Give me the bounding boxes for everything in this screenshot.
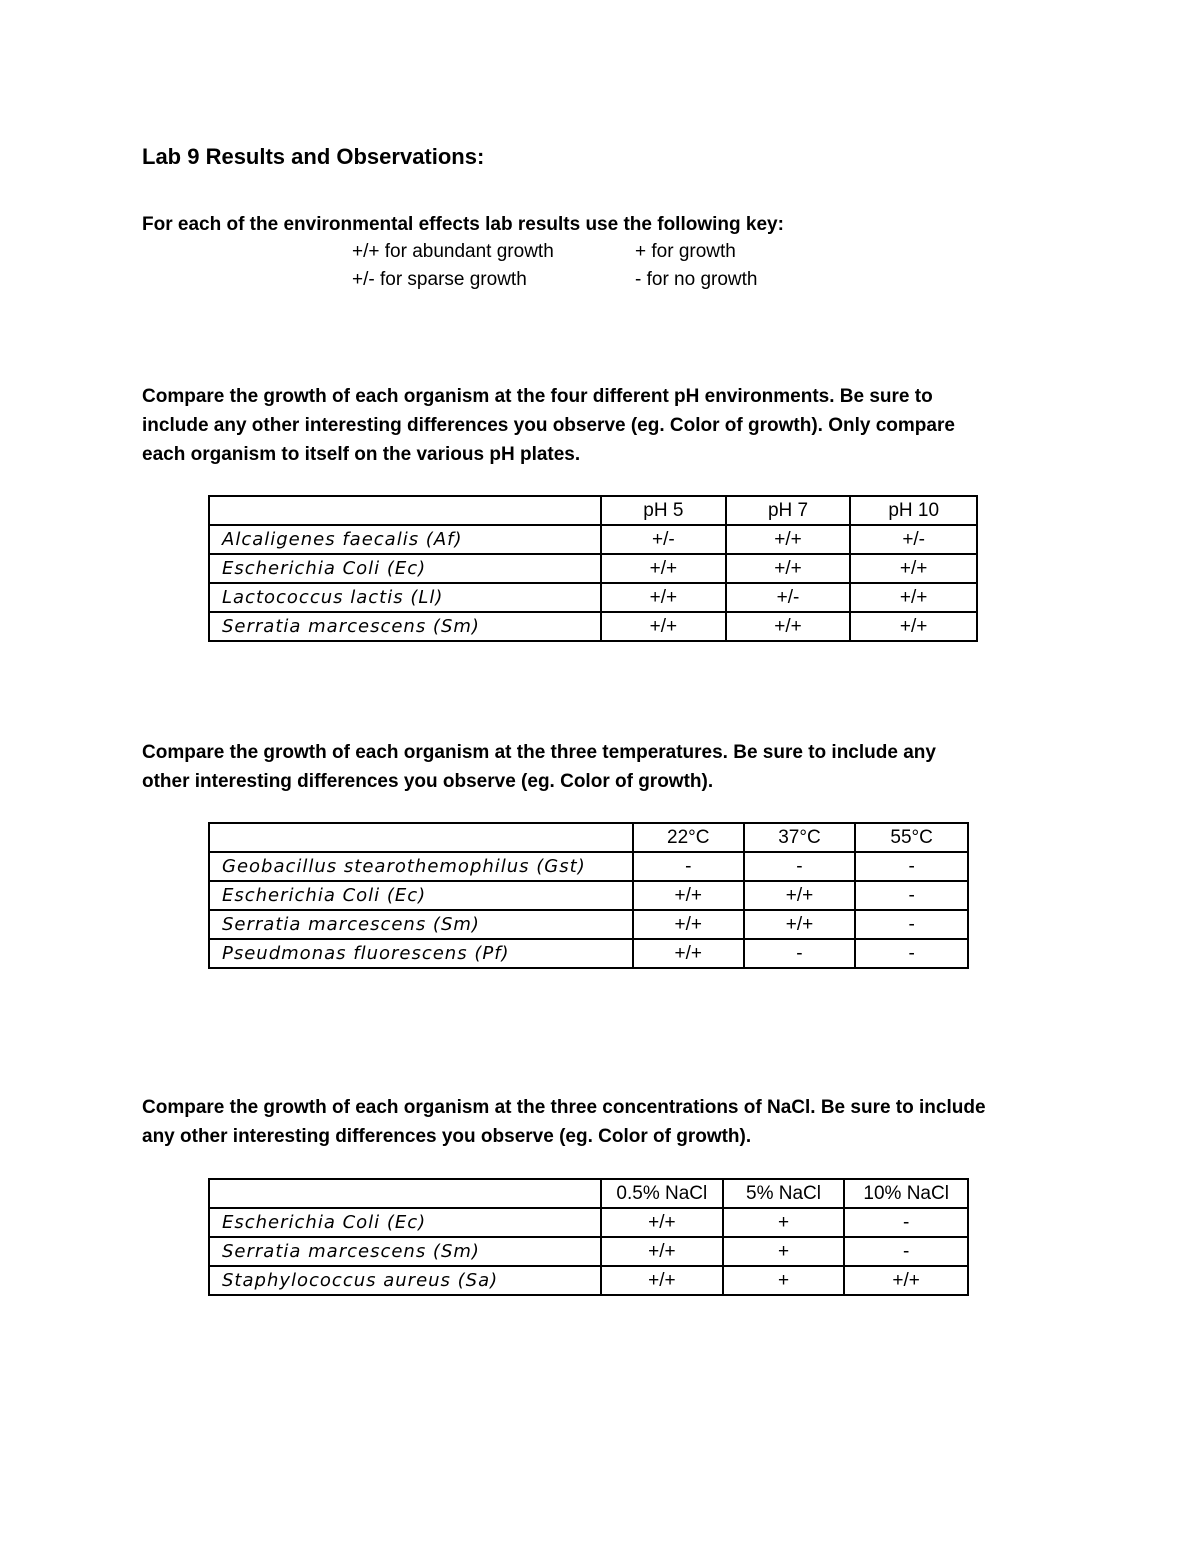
temp-instructions-line-1: Compare the growth of each organism at the three temperatures. Be sure to include any xyxy=(142,742,936,763)
temp-header-row xyxy=(209,823,968,852)
temperature-table xyxy=(208,822,969,969)
table-row xyxy=(209,939,968,968)
table-row xyxy=(209,554,977,583)
temp-header-37c: 37°C xyxy=(744,823,856,852)
organism-name: Alcaligenes faecalis (Af) xyxy=(209,525,601,554)
table-row xyxy=(209,1208,968,1237)
temp-header-55c: 55°C xyxy=(855,823,968,852)
growth-cell: +/+ xyxy=(601,1237,723,1266)
growth-cell: +/+ xyxy=(633,939,744,968)
growth-cell: +/+ xyxy=(726,525,851,554)
growth-cell: - xyxy=(844,1208,968,1237)
page-title: Lab 9 Results and Observations: xyxy=(142,144,485,169)
growth-cell: +/- xyxy=(850,525,977,554)
table-row xyxy=(209,852,968,881)
growth-cell: +/+ xyxy=(744,910,856,939)
growth-cell: +/- xyxy=(726,583,851,612)
table-row xyxy=(209,910,968,939)
growth-cell: - xyxy=(633,852,744,881)
organism-name: Escherichia Coli (Ec) xyxy=(209,881,633,910)
ph-instructions-line-1: Compare the growth of each organism at the four different pH environments. Be sure to xyxy=(142,386,933,407)
temp-header-22c: 22°C xyxy=(633,823,744,852)
ph-table xyxy=(208,495,978,642)
growth-cell: +/- xyxy=(601,525,726,554)
growth-cell: - xyxy=(855,910,968,939)
organism-name: Escherichia Coli (Ec) xyxy=(209,554,601,583)
nacl-instructions-line-1: Compare the growth of each organism at the three concentrations of NaCl. Be sure to include xyxy=(142,1097,986,1118)
growth-cell: +/+ xyxy=(601,554,726,583)
growth-cell: +/+ xyxy=(601,1208,723,1237)
growth-cell: +/+ xyxy=(844,1266,968,1295)
ph-header-ph5: pH 5 xyxy=(601,496,726,525)
nacl-header-5: 5% NaCl xyxy=(723,1179,845,1208)
nacl-table xyxy=(208,1178,969,1296)
temp-instructions-line-2: other interesting differences you observe (eg. Color of growth). xyxy=(142,771,714,792)
table-row xyxy=(209,881,968,910)
nacl-header-row xyxy=(209,1179,968,1208)
organism-name: Lactococcus lactis (Ll) xyxy=(209,583,601,612)
growth-cell: +/+ xyxy=(850,554,977,583)
growth-cell: +/+ xyxy=(726,554,851,583)
organism-name: Serratia marcescens (Sm) xyxy=(209,612,601,641)
growth-cell: +/+ xyxy=(744,881,856,910)
organism-name: Serratia marcescens (Sm) xyxy=(209,1237,601,1266)
growth-cell: +/+ xyxy=(601,1266,723,1295)
growth-cell: +/+ xyxy=(726,612,851,641)
table-row xyxy=(209,525,977,554)
growth-cell: +/+ xyxy=(601,583,726,612)
growth-cell: +/+ xyxy=(633,910,744,939)
growth-cell: - xyxy=(844,1237,968,1266)
key-sparse: +/- for sparse growth xyxy=(352,269,527,290)
ph-instructions-line-2: include any other interesting differences you observe (eg. Color of growth). Only compare xyxy=(142,415,955,436)
table-row xyxy=(209,583,977,612)
growth-cell: +/+ xyxy=(633,881,744,910)
organism-name: Geobacillus stearothemophilus (Gst) xyxy=(209,852,633,881)
table-row xyxy=(209,612,977,641)
nacl-header-blank xyxy=(209,1179,601,1208)
growth-cell: - xyxy=(744,939,856,968)
nacl-instructions-line-2: any other interesting differences you observe (eg. Color of growth). xyxy=(142,1126,752,1147)
ph-header-row xyxy=(209,496,977,525)
growth-cell: + xyxy=(723,1208,845,1237)
key-intro: For each of the environmental effects lab results use the following key: xyxy=(142,214,784,235)
organism-name: Escherichia Coli (Ec) xyxy=(209,1208,601,1237)
organism-name: Staphylococcus aureus (Sa) xyxy=(209,1266,601,1295)
temp-header-blank xyxy=(209,823,633,852)
table-row xyxy=(209,1266,968,1295)
growth-cell: - xyxy=(855,881,968,910)
key-none: - for no growth xyxy=(635,269,758,290)
table-row xyxy=(209,1237,968,1266)
ph-header-ph10: pH 10 xyxy=(850,496,977,525)
key-abundant: +/+ for abundant growth xyxy=(352,241,554,262)
ph-instructions-line-3: each organism to itself on the various pH plates. xyxy=(142,444,581,465)
growth-cell: +/+ xyxy=(850,583,977,612)
organism-name: Serratia marcescens (Sm) xyxy=(209,910,633,939)
organism-name: Pseudmonas fluorescens (Pf) xyxy=(209,939,633,968)
growth-cell: + xyxy=(723,1237,845,1266)
ph-header-blank xyxy=(209,496,601,525)
growth-cell: - xyxy=(744,852,856,881)
growth-cell: +/+ xyxy=(850,612,977,641)
growth-cell: +/+ xyxy=(601,612,726,641)
ph-header-ph7: pH 7 xyxy=(726,496,851,525)
key-growth: + for growth xyxy=(635,241,736,262)
growth-cell: + xyxy=(723,1266,845,1295)
growth-cell: - xyxy=(855,939,968,968)
growth-cell: - xyxy=(855,852,968,881)
nacl-header-10: 10% NaCl xyxy=(844,1179,968,1208)
nacl-header-0-5: 0.5% NaCl xyxy=(601,1179,723,1208)
